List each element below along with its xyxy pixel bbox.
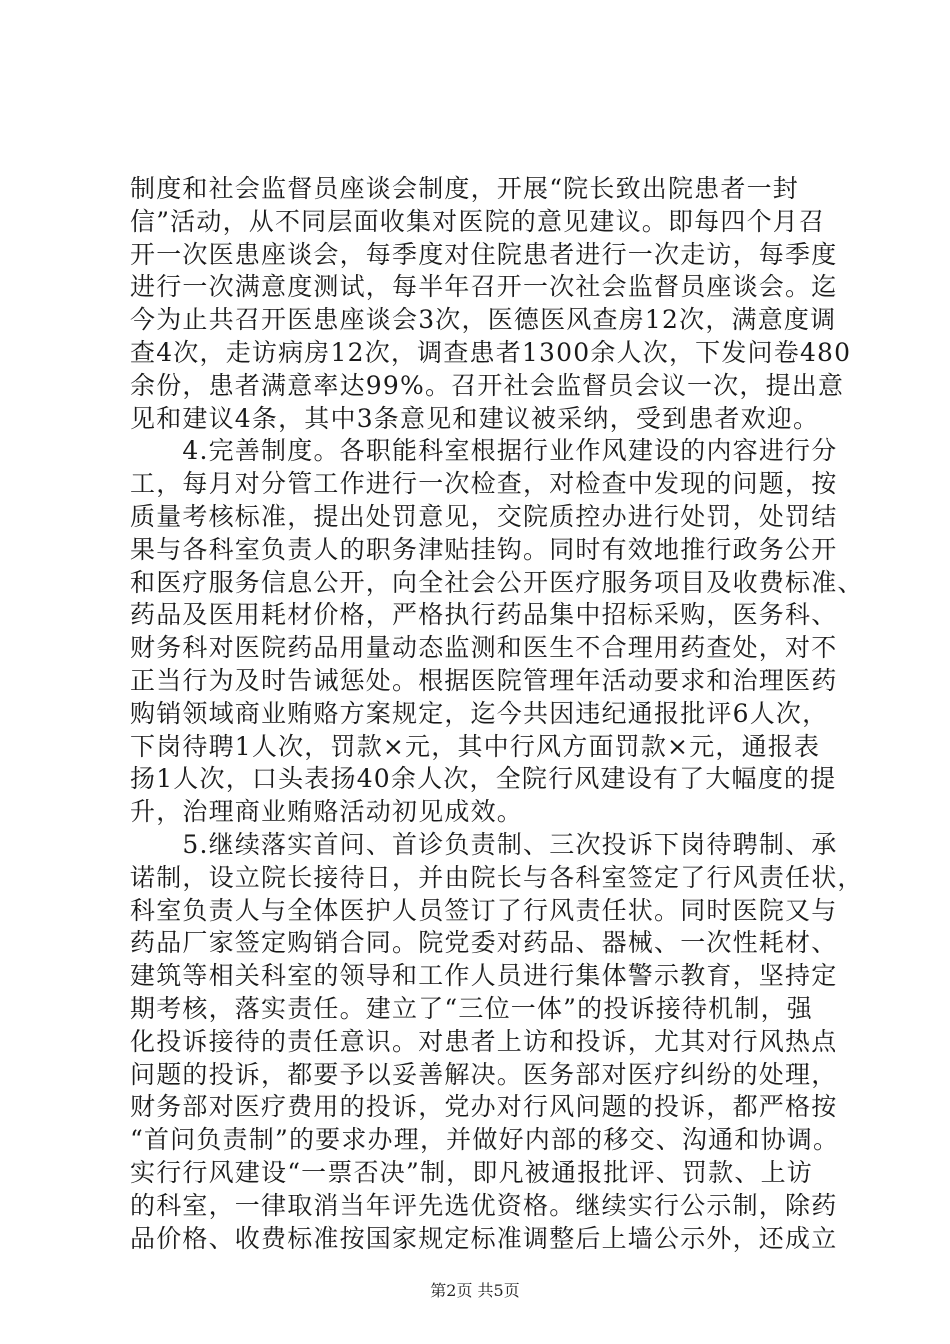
text-line: 诺制，设立院长接待日，并由院长与各科室签定了行风责任状， (130, 862, 864, 892)
text-line: 财务科对医院药品用量动态监测和医生不合理用药查处，对不 (130, 633, 838, 663)
text-line: 工，每月对分管工作进行一次检查，对检查中发现的问题，按 (130, 469, 838, 499)
text-line: 开一次医患座谈会，每季度对住院患者进行一次走访，每季度 (130, 239, 838, 269)
text-line: 4.完善制度。各职能科室根据行业作风建设的内容进行分 (130, 436, 838, 466)
text-line: 期考核，落实责任。建立了“三位一体”的投诉接待机制，强 (130, 993, 813, 1023)
text-line: 财务部对医疗费用的投诉，党办对行风问题的投诉，都严格按 (130, 1092, 838, 1122)
text-line: 建筑等相关科室的领导和工作人员进行集体警示教育，坚持定 (130, 961, 838, 991)
page-footer: 第2页 共5页 (430, 1281, 520, 1300)
text-line: 果与各科室负责人的职务津贴挂钩。同时有效地推行政务公开 (130, 534, 838, 564)
text-line: 扬1人次，口头表扬40余人次，全院行风建设有了大幅度的提 (130, 764, 837, 794)
text-line: 的科室，一律取消当年评先选优资格。继续实行公示制，除药 (130, 1190, 838, 1220)
text-line: 正当行为及时告诫惩处。根据医院管理年活动要求和治理医药 (130, 665, 838, 695)
text-line: 查4次，走访病房12次，调查患者1300余人次，下发问卷480 (130, 337, 852, 367)
text-line: 实行行风建设“一票否决”制，即凡被通报批评、罚款、上访 (130, 1157, 813, 1187)
text-line: 化投诉接待的责任意识。对患者上访和投诉，尤其对行风热点 (130, 1026, 838, 1056)
text-line: 升，治理商业贿赂活动初见成效。 (130, 797, 524, 827)
text-line: 见和建议4条，其中3条意见和建议被采纳，受到患者欢迎。 (130, 403, 820, 433)
text-line: 科室负责人与全体医护人员签订了行风责任状。同时医院又与 (130, 895, 838, 925)
text-line: 药品及医用耗材价格，严格执行药品集中招标采购，医务科、 (130, 600, 838, 630)
text-line: 质量考核标准，提出处罚意见，交院质控办进行处罚，处罚结 (130, 501, 838, 531)
document-body (130, 173, 864, 1255)
text-line: 问题的投诉，都要予以妥善解决。医务部对医疗纠纷的处理， (130, 1059, 838, 1089)
text-line: 制度和社会监督员座谈会制度，开展“院长致出院患者一封 (130, 174, 799, 203)
text-line: 余份，患者满意率达99%。召开社会监督员会议一次，提出意 (130, 370, 845, 400)
text-line: 5.继续落实首问、首诊负责制、三次投诉下岗待聘制、承 (130, 829, 838, 859)
text-line: 今为止共召开医患座谈会3次，医德医风查房12次，满意度调 (130, 305, 837, 335)
text-line: 购销领域商业贿赂方案规定，迄今共因违纪通报批评6人次， (130, 698, 829, 728)
text-line: “首问负责制”的要求办理，并做好内部的移交、沟通和协调。 (130, 1125, 840, 1155)
text-line: 信”活动，从不同层面收集对医院的意见建议。即每四个月召 (130, 206, 826, 236)
text-line: 下岗待聘1人次，罚款×元，其中行风方面罚款×元，通报表 (130, 731, 821, 761)
text-line: 品价格、收费标准按国家规定标准调整后上墙公示外，还成立 (130, 1223, 838, 1253)
text-line: 进行一次满意度测试，每半年召开一次社会监督员座谈会。迄 (130, 272, 838, 302)
text-line: 和医疗服务信息公开，向全社会公开医疗服务项目及收费标准、 (130, 567, 864, 597)
text-line: 药品厂家签定购销合同。院党委对药品、器械、一次性耗材、 (130, 928, 838, 958)
